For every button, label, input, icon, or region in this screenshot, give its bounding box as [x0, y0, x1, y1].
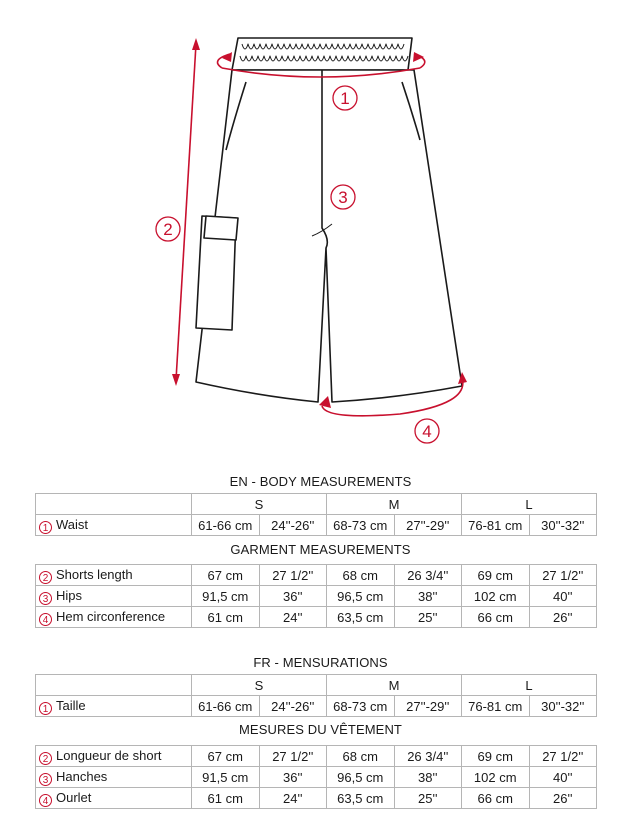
row-marker: 3 — [39, 592, 52, 605]
size-s-header: S — [192, 494, 327, 515]
row-label: Ourlet — [56, 789, 92, 805]
table-row — [36, 586, 597, 607]
cell: 61 cm — [192, 788, 260, 809]
cell: 102 cm — [462, 586, 530, 607]
en-garment-title: GARMENT MEASUREMENTS — [230, 542, 411, 557]
cell: 68 cm — [327, 565, 395, 586]
row-label: Hanches — [56, 768, 108, 784]
cell: 27''-29'' — [394, 515, 462, 536]
length-arrow — [176, 44, 196, 380]
table-row — [36, 696, 597, 717]
cell: 26 3/4'' — [394, 746, 462, 767]
cell: 63,5 cm — [327, 788, 395, 809]
cell: 68-73 cm — [327, 515, 395, 536]
cell: 96,5 cm — [327, 586, 395, 607]
cell: 27 1/2'' — [529, 565, 597, 586]
cell: 67 cm — [192, 746, 260, 767]
cell: 67 cm — [192, 565, 260, 586]
cell: 24'' — [259, 607, 327, 628]
cell: 40'' — [529, 586, 597, 607]
row-marker: 1 — [39, 521, 52, 534]
row-marker: 2 — [39, 752, 52, 765]
cell: 63,5 cm — [327, 607, 395, 628]
row-label: Longueur de short — [56, 747, 162, 763]
size-m-header: M — [327, 675, 462, 696]
row-label: Hips — [56, 587, 83, 603]
row-label: Taille — [56, 697, 86, 713]
cell: 69 cm — [462, 746, 530, 767]
cell: 61 cm — [192, 607, 260, 628]
cell: 26 3/4'' — [394, 565, 462, 586]
cell: 26'' — [529, 788, 597, 809]
fr-body-table — [35, 674, 597, 717]
cell: 24''-26'' — [259, 515, 327, 536]
fr-garment-table — [35, 745, 597, 809]
marker-3: 3 — [338, 188, 348, 207]
row-marker: 2 — [39, 571, 52, 584]
cell: 66 cm — [462, 607, 530, 628]
cell: 76-81 cm — [462, 696, 530, 717]
cell: 96,5 cm — [327, 767, 395, 788]
table-row — [36, 515, 597, 536]
en-body-table — [35, 493, 597, 536]
table-row — [36, 675, 597, 696]
cell: 26'' — [529, 607, 597, 628]
cell: 27''-29'' — [394, 696, 462, 717]
table-row — [36, 767, 597, 788]
cell: 38'' — [394, 767, 462, 788]
cell: 40'' — [529, 767, 597, 788]
cell: 25'' — [394, 607, 462, 628]
cell: 102 cm — [462, 767, 530, 788]
cell: 76-81 cm — [462, 515, 530, 536]
size-l-header: L — [462, 494, 597, 515]
marker-2: 2 — [163, 220, 173, 239]
cell: 25'' — [394, 788, 462, 809]
row-marker: 1 — [39, 702, 52, 715]
size-m-header: M — [327, 494, 462, 515]
size-s-header: S — [192, 675, 327, 696]
cell: 38'' — [394, 586, 462, 607]
table-row — [36, 746, 597, 767]
cell: 69 cm — [462, 565, 530, 586]
waistband — [232, 38, 412, 70]
size-l-header: L — [462, 675, 597, 696]
table-row — [36, 788, 597, 809]
cargo-flap — [204, 216, 238, 240]
row-marker: 4 — [39, 613, 52, 626]
cell: 30''-32'' — [529, 696, 597, 717]
cell: 27 1/2'' — [259, 746, 327, 767]
row-label: Hem circonference — [56, 608, 166, 624]
cell: 30''-32'' — [529, 515, 597, 536]
cell: 91,5 cm — [192, 767, 260, 788]
cell: 68 cm — [327, 746, 395, 767]
cell: 24'' — [259, 788, 327, 809]
en-garment-table — [35, 564, 597, 628]
cell: 61-66 cm — [192, 696, 260, 717]
table-row — [36, 494, 597, 515]
cell: 36'' — [259, 586, 327, 607]
row-label: Waist — [56, 516, 89, 532]
cell: 66 cm — [462, 788, 530, 809]
row-marker: 4 — [39, 794, 52, 807]
table-row — [36, 565, 597, 586]
cell: 27 1/2'' — [259, 565, 327, 586]
en-body-title: EN - BODY MEASUREMENTS — [229, 474, 412, 489]
marker-1: 1 — [340, 89, 350, 108]
fr-garment-title: MESURES DU VÊTEMENT — [239, 722, 402, 737]
cell: 68-73 cm — [327, 696, 395, 717]
row-label: Shorts length — [56, 566, 133, 582]
cell: 91,5 cm — [192, 586, 260, 607]
fr-body-title: FR - MENSURATIONS — [253, 655, 388, 670]
cell: 24''-26'' — [259, 696, 327, 717]
marker-4: 4 — [422, 422, 432, 441]
table-row — [36, 607, 597, 628]
cell: 36'' — [259, 767, 327, 788]
cell: 61-66 cm — [192, 515, 260, 536]
row-marker: 3 — [39, 773, 52, 786]
cell: 27 1/2'' — [529, 746, 597, 767]
